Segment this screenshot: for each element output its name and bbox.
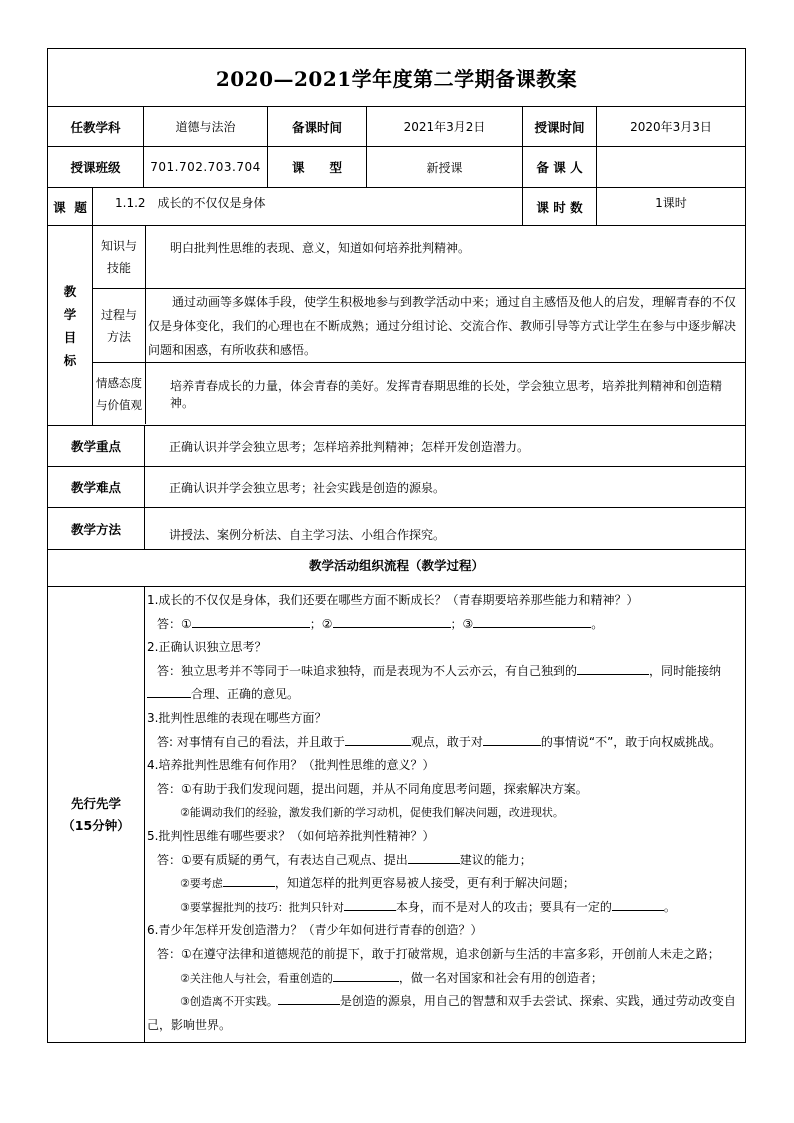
methods-row: [48, 507, 745, 549]
answer-blank[interactable]: [345, 732, 411, 746]
preview-questions: [144, 587, 745, 1042]
goal-sub-label: 情感态度 与价值观: [96, 375, 142, 412]
prep-time-label: 备课时间: [267, 107, 366, 146]
topic-label: 课 题: [53, 199, 87, 215]
question-2: 2.正确认识独立思考？: [147, 640, 267, 655]
preparer-value: [596, 147, 745, 187]
answer-4-1: 答：①有助于我们发现问题，提出问题，并从不同角度思考问题，探索解决方案。: [157, 781, 588, 796]
goals-label-char: 标: [63, 352, 77, 368]
answer-4-2: ②能调动我们的经验，激发我们新的学习动机，促使我们解决问题，改进现状。: [180, 806, 564, 820]
goal-text: 通过动画等多媒体手段，使学生积极地参与到教学活动中来；通过自主感悟及他人的启发，理解青春的不仅仅是身体变化，我们的心理也在不断成熟；通过分组讨论、交流合作、教师引导等方式让学生在参与中逐步解决问题和困惑，有所收获和感悟。: [145, 289, 745, 362]
key-points-text: 正确认识并学会独立思考；怎样培养批判精神；怎样开发创造潜力。: [144, 426, 745, 466]
question-5: 5.批判性思维有哪些要求？（如何培养批判性精神？）: [147, 828, 435, 843]
topic-row: [48, 187, 745, 225]
process-header: 教学活动组织流程（教学过程）: [308, 558, 484, 573]
answer-6-1: 答：①在遵守法律和道德规范的前提下，敢于打破常规，追求创新与生活的丰富多彩，开创前人未走之路；: [157, 946, 720, 961]
answer-2-cont: 合理、正确的意见。: [147, 683, 743, 707]
methods-text: 讲授法、案例分析法、自主学习法、小组合作探究。: [144, 508, 745, 549]
subject-label: 任教学科: [70, 119, 121, 135]
difficulties-text: 正确认识并学会独立思考；社会实践是创造的源泉。: [144, 467, 745, 507]
goals-label-char: 教: [63, 283, 77, 299]
hours-label: 课 时 数: [522, 188, 596, 225]
hours-value: 1课时: [596, 188, 745, 225]
info-row-1: [48, 106, 745, 146]
answer-blank[interactable]: [192, 614, 310, 628]
answer-blank[interactable]: [473, 614, 591, 628]
answer-blank[interactable]: [344, 897, 396, 911]
answer-3: 答: 对事情有自己的看法，并且敢于 观点，敢于对 的事情说“不”，敢于向权威挑战。: [147, 731, 743, 755]
process-header-row: [48, 549, 745, 586]
key-points-label: 教学重点: [70, 439, 121, 454]
goals-row: [48, 225, 745, 425]
page-title: 2020—2021学年度第二学期备课教案: [215, 67, 578, 91]
answer-2: 答：独立思考并不等同于一味追求独特，而是表现为不人云亦云，有自己独到的 ，同时能接纳: [147, 660, 743, 684]
preview-label: [48, 587, 144, 1042]
goal-sub-label: 过程与 方法: [100, 307, 137, 344]
answer-blank[interactable]: [333, 614, 451, 628]
type-value: 新授课: [366, 147, 522, 187]
question-3: 3.批判性思维的表现在哪些方面？: [147, 710, 327, 725]
goal-text: 明白批判性思维的表现、意义，知道如何培养批判精神。: [145, 226, 745, 288]
question-6: 6.青少年怎样开发创造潜力？（青少年如何进行青春的创造？）: [147, 923, 483, 938]
teach-time-label: 授课时间: [522, 107, 596, 146]
goals-label-char: 学: [63, 306, 77, 322]
difficulties-row: [48, 466, 745, 507]
answer-5-3: ③要掌握批判的技巧：批判只针对 本身，而不是对人的攻击；要具有一定的 。: [147, 896, 743, 920]
answer-blank[interactable]: [408, 850, 460, 864]
lesson-plan-table: [47, 48, 746, 1043]
methods-label: 教学方法: [70, 521, 121, 537]
goal-text: 培养青春成长的力量，体会青春的美好。发挥青春期思维的长处，学会独立思考，培养批判精神和创造精神。: [145, 363, 745, 424]
question-1: 1.成长的不仅仅是身体，我们还要在哪些方面不断成长？（青春期要培养那些能力和精神？）: [147, 593, 639, 607]
key-points-row: [48, 425, 745, 466]
answer-blank[interactable]: [483, 732, 541, 746]
type-label: 课 型: [267, 147, 366, 187]
title-row: [48, 49, 745, 106]
preview-title: 先行先学: [70, 795, 121, 811]
answer-blank[interactable]: [577, 661, 649, 675]
subject-value: 道德与法治: [143, 107, 267, 146]
question-4: 4.培养批判性思维有何作用？（批判性思维的意义？）: [147, 758, 435, 773]
goals-label: [48, 226, 92, 425]
answer-blank[interactable]: [147, 684, 191, 698]
answer-blank[interactable]: [612, 897, 664, 911]
preview-duration: （15分钟）: [62, 817, 130, 833]
difficulties-label: 教学难点: [70, 480, 121, 495]
answer-blank[interactable]: [223, 873, 275, 887]
class-value: 701.702.703.704: [143, 147, 267, 187]
info-row-2: [48, 146, 745, 187]
answer-blank[interactable]: [333, 968, 399, 982]
answer-blank[interactable]: [278, 991, 340, 1005]
answer-5-1: 答：①要有质疑的勇气，有表达自己观点、提出 建议的能力；: [147, 849, 743, 873]
goals-label-char: 目: [63, 329, 77, 345]
answer-5-2: ②要考虑 ，知道怎样的批判更容易被人接受，更有利于解决问题；: [147, 872, 743, 896]
goal-process: [93, 288, 745, 362]
answer-6-2: ②关注他人与社会，看重创造的 ，做一名对国家和社会有用的创造者；: [147, 967, 743, 991]
goal-emotion: [93, 362, 745, 424]
answer-6-3: ③创造离不开实践。 是创造的源泉，用自己的智慧和双手去尝试、探索、实践，通过劳动改变自: [147, 990, 743, 1014]
topic-value: 1.1.2 成长的不仅仅是身体: [92, 188, 522, 225]
teach-time-value: 2020年3月3日: [596, 107, 745, 146]
class-label: 授课班级: [70, 160, 121, 175]
answer-1: 答：① ；② ；③ 。: [147, 613, 743, 637]
preview-row: [48, 586, 745, 1042]
prep-time-value: 2021年3月2日: [366, 107, 522, 146]
goal-knowledge: [93, 226, 745, 288]
answer-6-4: 己，影响世界。: [147, 1017, 232, 1032]
preparer-label: 备 课 人: [522, 147, 596, 187]
goal-sub-label: 知识与 技能: [100, 239, 137, 275]
